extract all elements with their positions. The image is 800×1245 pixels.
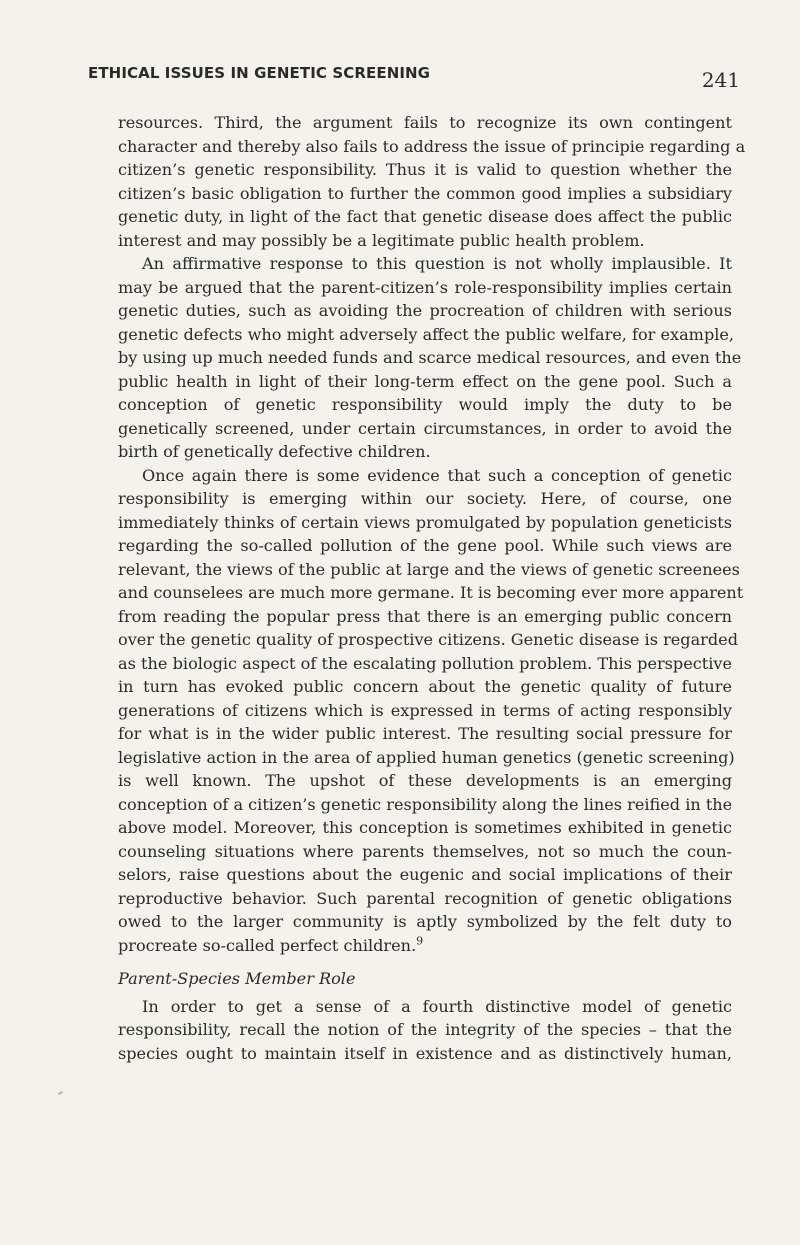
text-line: in turn has evoked public concern about the genetic quality of future — [118, 677, 732, 696]
text-line: by using up much needed funds and scarce medical resources, and even the — [118, 348, 742, 367]
text-line: over the genetic quality of prospective citizens. Genetic disease is regarded — [118, 630, 739, 649]
running-head — [88, 64, 740, 96]
paragraph — [118, 252, 742, 464]
text-line: relevant, the views of the public at large and the views of genetic screenees — [118, 559, 740, 579]
paragraph — [118, 995, 732, 1066]
text-line: selors, raise questions about the eugenic and social implications of their — [118, 865, 732, 884]
section-heading: Parent-Species Member Role — [118, 969, 356, 988]
text-line: responsibility, recall the notion of the integrity of the species – that the — [118, 1020, 732, 1039]
text-line: legislative action in the area of applied human genetics (genetic screening) — [118, 747, 735, 767]
margin-mark — [58, 1091, 63, 1095]
text-line: immediately thinks of certain views promulgated by population geneticists — [118, 512, 732, 532]
text-line: generations of citizens which is expressed in terms of acting responsibly — [118, 700, 732, 720]
text-line: An affirmative response to this question is not wholly implausible. It — [142, 254, 732, 273]
text-line: regarding the so-called pollution of the gene pool. While such views are — [118, 536, 732, 555]
text-line: above model. Moreover, this conception is sometimes exhibited in genetic — [118, 818, 732, 837]
text-line: conception of a citizen’s genetic responsibility along the lines reified in the — [118, 794, 733, 814]
text-line: In order to get a sense of a fourth distinctive model of genetic — [142, 996, 732, 1016]
text-line: genetic defects who might adversely affect the public welfare, for example, — [118, 324, 735, 344]
text-line: citizen’s genetic responsibility. Thus it is valid to question whether the — [118, 160, 732, 179]
text-line: species ought to maintain itself in existence and as distinctively human, — [118, 1043, 732, 1063]
text-line: owed to the larger community is aptly symbolized by the felt duty to — [118, 912, 732, 931]
text-line: genetic duty, in light of the fact that genetic disease does affect the public — [118, 207, 732, 226]
text-line: public health in light of their long-term effect on the gene pool. Such a — [118, 371, 732, 391]
paragraph — [118, 464, 744, 958]
text-line: procreate so-called perfect children. — [118, 935, 417, 955]
text-line: reproductive behavior. Such parental recognition of genetic obligations — [118, 888, 732, 908]
text-line: may be argued that the parent-citizen’s role-responsibility implies certain — [118, 277, 732, 297]
text-line: citizen’s basic obligation to further the common good implies a subsidiary — [118, 183, 732, 203]
text-line: counseling situations where parents themselves, not so much the coun- — [118, 841, 732, 861]
text-line: is well known. The upshot of these developments is an emerging — [118, 771, 732, 790]
text-line: genetically screened, under certain circumstances, in order to avoid the — [118, 418, 732, 438]
footnote-reference: 9 — [416, 934, 424, 948]
text-line: Once again there is some evidence that such a conception of genetic — [142, 465, 732, 485]
body-text — [118, 111, 746, 1065]
text-line: responsibility is emerging within our society. Here, of course, one — [118, 489, 732, 508]
paragraph — [118, 111, 746, 252]
text-line: interest and may possibly be a legitimate public health problem. — [118, 230, 645, 250]
page-number: 241 — [701, 68, 740, 92]
text-line: from reading the popular press that there is an emerging public concern — [118, 606, 732, 626]
text-line: resources. Third, the argument fails to recognize its own contingent — [118, 113, 732, 132]
text-line: genetic duties, such as avoiding the procreation of children with serious — [118, 301, 732, 320]
text-line: birth of genetically defective children. — [118, 442, 431, 461]
text-line: as the biologic aspect of the escalating pollution problem. This perspective — [118, 653, 732, 673]
text-line: character and thereby also fails to address the issue of principie regarding a — [118, 136, 746, 156]
text-line: conception of genetic responsibility would imply the duty to be — [118, 395, 732, 414]
running-title: ETHICAL ISSUES IN GENETIC SCREENING — [88, 64, 431, 82]
text-line: and counselees are much more germane. It is becoming ever more apparent — [118, 583, 744, 602]
text-line: for what is in the wider public interest. The resulting social pressure for — [118, 724, 732, 743]
text-line-with-footnote — [118, 934, 732, 958]
